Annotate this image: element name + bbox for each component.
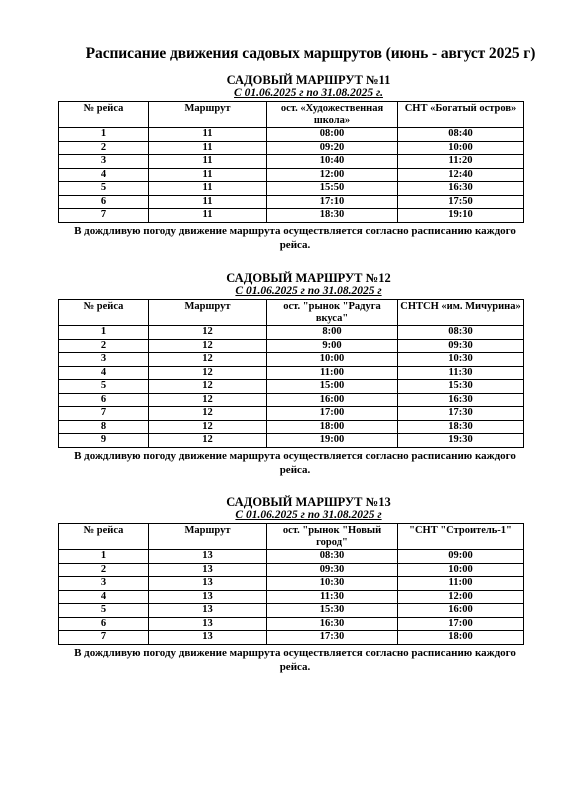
table-row (59, 434, 524, 448)
cell-route: 12 (149, 407, 267, 421)
route-dates: С 01.06.2025 г по 31.08.2025 г. (234, 87, 383, 99)
route-title: САДОВЫЙ МАРШРУТ №13 (226, 495, 391, 509)
route-section-13 (58, 495, 523, 674)
cell-trip-number: 1 (59, 326, 149, 340)
cell-departure-time: 10:40 (267, 155, 398, 169)
cell-departure-time: 18:00 (267, 420, 398, 434)
table-row (59, 128, 524, 142)
cell-arrival-time: 12:40 (398, 168, 524, 182)
table-row (59, 407, 524, 421)
cell-trip-number: 5 (59, 182, 149, 196)
table-header-row (59, 524, 524, 550)
cell-route: 11 (149, 155, 267, 169)
cell-trip-number: 5 (59, 604, 149, 618)
cell-arrival-time: 15:30 (398, 380, 524, 394)
table-row (59, 182, 524, 196)
cell-trip-number: 3 (59, 155, 149, 169)
table-row (59, 577, 524, 591)
column-header-departure-stop: ост. "рынок "Радуга вкуса" (267, 300, 398, 326)
cell-arrival-time: 17:00 (398, 617, 524, 631)
table-row (59, 326, 524, 340)
cell-route: 13 (149, 617, 267, 631)
cell-route: 11 (149, 195, 267, 209)
weather-note: В дождливую погоду движение маршрута осуществляется согласно расписанию каждого рейса. (74, 646, 516, 673)
cell-trip-number: 2 (59, 141, 149, 155)
page-title: Расписание движения садовых маршрутов (июнь - август 2025 г) (85, 45, 536, 62)
cell-route: 11 (149, 168, 267, 182)
cell-route: 13 (149, 577, 267, 591)
cell-trip-number: 4 (59, 590, 149, 604)
cell-departure-time: 09:30 (267, 563, 398, 577)
cell-departure-time: 17:00 (267, 407, 398, 421)
cell-arrival-time: 11:00 (398, 577, 524, 591)
table-header-row (59, 300, 524, 326)
cell-trip-number: 9 (59, 434, 149, 448)
cell-departure-time: 08:00 (267, 128, 398, 142)
cell-trip-number: 7 (59, 209, 149, 223)
cell-arrival-time: 18:30 (398, 420, 524, 434)
table-row (59, 590, 524, 604)
cell-departure-time: 08:30 (267, 550, 398, 564)
route-dates: С 01.06.2025 г по 31.08.2025 г (235, 509, 382, 521)
cell-departure-time: 17:30 (267, 631, 398, 645)
cell-trip-number: 2 (59, 563, 149, 577)
route-section-11 (58, 73, 523, 252)
column-header-trip: № рейса (59, 300, 149, 326)
cell-arrival-time: 16:30 (398, 182, 524, 196)
column-header-trip: № рейса (59, 102, 149, 128)
cell-trip-number: 7 (59, 631, 149, 645)
cell-departure-time: 15:50 (267, 182, 398, 196)
cell-arrival-time: 10:00 (398, 141, 524, 155)
cell-arrival-time: 10:30 (398, 353, 524, 367)
cell-trip-number: 3 (59, 353, 149, 367)
table-row (59, 563, 524, 577)
cell-departure-time: 17:10 (267, 195, 398, 209)
cell-departure-time: 9:00 (267, 339, 398, 353)
cell-arrival-time: 10:00 (398, 563, 524, 577)
table-row (59, 604, 524, 618)
column-header-route: Маршрут (149, 102, 267, 128)
cell-route: 11 (149, 182, 267, 196)
cell-route: 13 (149, 563, 267, 577)
cell-arrival-time: 11:30 (398, 366, 524, 380)
cell-arrival-time: 17:30 (398, 407, 524, 421)
cell-arrival-time: 19:10 (398, 209, 524, 223)
cell-arrival-time: 16:30 (398, 393, 524, 407)
cell-trip-number: 1 (59, 128, 149, 142)
schedule-table (58, 523, 524, 645)
cell-route: 12 (149, 380, 267, 394)
cell-arrival-time: 17:50 (398, 195, 524, 209)
cell-departure-time: 09:20 (267, 141, 398, 155)
cell-departure-time: 10:30 (267, 577, 398, 591)
table-row (59, 550, 524, 564)
cell-departure-time: 15:30 (267, 604, 398, 618)
cell-departure-time: 11:30 (267, 590, 398, 604)
cell-route: 12 (149, 420, 267, 434)
table-header-row (59, 102, 524, 128)
cell-departure-time: 15:00 (267, 380, 398, 394)
table-row (59, 339, 524, 353)
route-title: САДОВЫЙ МАРШРУТ №12 (226, 271, 391, 285)
cell-trip-number: 7 (59, 407, 149, 421)
route-title: САДОВЫЙ МАРШРУТ №11 (226, 73, 391, 87)
cell-departure-time: 18:30 (267, 209, 398, 223)
cell-departure-time: 10:00 (267, 353, 398, 367)
cell-route: 11 (149, 141, 267, 155)
table-row (59, 141, 524, 155)
cell-arrival-time: 09:00 (398, 550, 524, 564)
cell-arrival-time: 19:30 (398, 434, 524, 448)
cell-arrival-time: 11:20 (398, 155, 524, 169)
table-row (59, 631, 524, 645)
cell-arrival-time: 08:30 (398, 326, 524, 340)
weather-note: В дождливую погоду движение маршрута осуществляется согласно расписанию каждого рейса. (74, 224, 516, 251)
cell-route: 12 (149, 434, 267, 448)
cell-departure-time: 19:00 (267, 434, 398, 448)
table-row (59, 209, 524, 223)
cell-trip-number: 4 (59, 168, 149, 182)
cell-departure-time: 16:00 (267, 393, 398, 407)
cell-trip-number: 6 (59, 195, 149, 209)
cell-arrival-time: 16:00 (398, 604, 524, 618)
cell-trip-number: 8 (59, 420, 149, 434)
cell-trip-number: 6 (59, 617, 149, 631)
column-header-arrival-stop: "СНТ "Строитель-1" (398, 524, 524, 550)
table-row (59, 420, 524, 434)
column-header-trip: № рейса (59, 524, 149, 550)
cell-trip-number: 1 (59, 550, 149, 564)
cell-route: 13 (149, 631, 267, 645)
table-row (59, 155, 524, 169)
cell-arrival-time: 12:00 (398, 590, 524, 604)
cell-route: 13 (149, 550, 267, 564)
cell-route: 12 (149, 393, 267, 407)
cell-route: 12 (149, 339, 267, 353)
cell-departure-time: 16:30 (267, 617, 398, 631)
column-header-departure-stop: ост. «Художественная школа» (267, 102, 398, 128)
cell-departure-time: 8:00 (267, 326, 398, 340)
cell-trip-number: 3 (59, 577, 149, 591)
cell-route: 12 (149, 366, 267, 380)
table-row (59, 168, 524, 182)
cell-route: 11 (149, 128, 267, 142)
cell-trip-number: 5 (59, 380, 149, 394)
column-header-departure-stop: ост. "рынок "Новый город" (267, 524, 398, 550)
cell-departure-time: 12:00 (267, 168, 398, 182)
route-section-12 (58, 271, 523, 477)
table-row (59, 195, 524, 209)
cell-trip-number: 2 (59, 339, 149, 353)
cell-route: 13 (149, 604, 267, 618)
schedule-table (58, 101, 524, 223)
cell-arrival-time: 18:00 (398, 631, 524, 645)
table-row (59, 393, 524, 407)
weather-note: В дождливую погоду движение маршрута осуществляется согласно расписанию каждого рейса. (74, 449, 516, 476)
cell-route: 12 (149, 326, 267, 340)
table-row (59, 380, 524, 394)
cell-route: 13 (149, 590, 267, 604)
column-header-route: Маршрут (149, 300, 267, 326)
column-header-arrival-stop: СНТСН «им. Мичурина» (398, 300, 524, 326)
table-row (59, 617, 524, 631)
cell-arrival-time: 08:40 (398, 128, 524, 142)
cell-trip-number: 4 (59, 366, 149, 380)
cell-departure-time: 11:00 (267, 366, 398, 380)
schedule-table (58, 299, 524, 448)
cell-trip-number: 6 (59, 393, 149, 407)
column-header-arrival-stop: СНТ «Богатый остров» (398, 102, 524, 128)
route-dates: С 01.06.2025 г по 31.08.2025 г (235, 285, 382, 297)
cell-arrival-time: 09:30 (398, 339, 524, 353)
cell-route: 12 (149, 353, 267, 367)
column-header-route: Маршрут (149, 524, 267, 550)
table-row (59, 366, 524, 380)
cell-route: 11 (149, 209, 267, 223)
table-row (59, 353, 524, 367)
